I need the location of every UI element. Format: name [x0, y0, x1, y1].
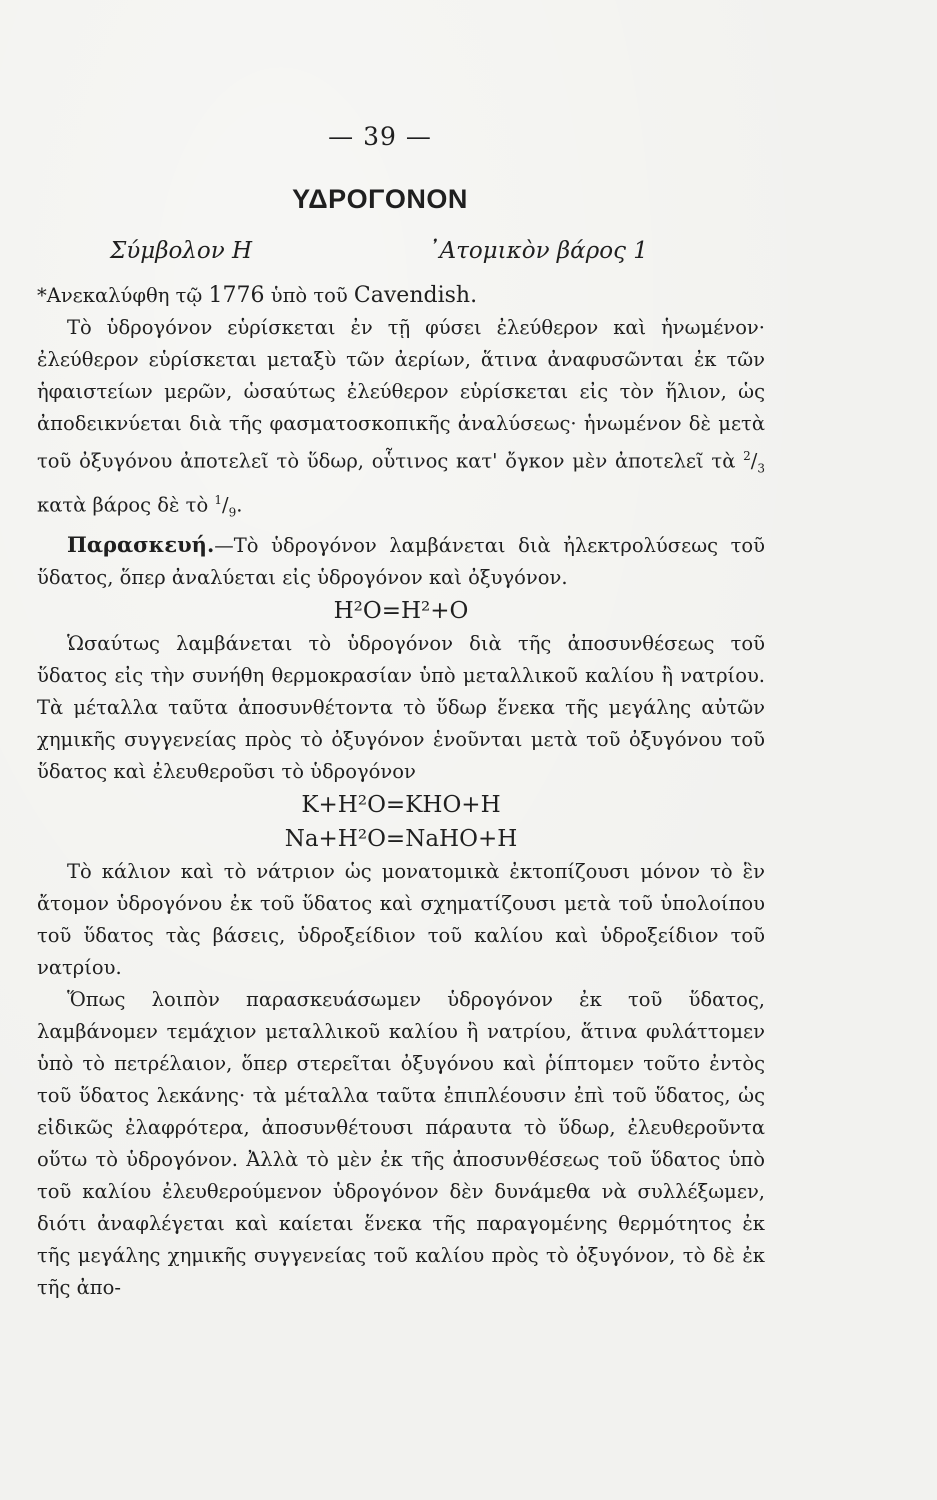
occurrence-end: .: [236, 493, 243, 517]
discovery-line: [37, 280, 765, 312]
discovery-mid: ὑπὸ τοῦ: [264, 284, 354, 307]
preparation-paragraph: [37, 529, 765, 594]
occurrence-paragraph: Τὸ ὑδρογόνον εὑρίσκεται ἐν τῇ φύσει ἐλεύθερον καὶ ἡνωμένον· ἐλεύθερον εὑρίσκεται μεταξὺ τῶν ἀερίων, ἅτινα ἀναφυσῶνται ἐκ τῶν ἡφαιστείων μερῶν, ὡσαύτως ἐλεύθερον εὑρίσκεται εἰς τὸν ἥλιον, ὡς ἀποδεικνύεται διὰ τῆς φασματοσκοπικῆς ἀναλύσεως· ἡνωμένον δὲ μετὰ τοῦ ὀξυγόνου ἀποτελεῖ τὸ ὕδωρ, οὗτινος κατ' ὄγκον μὲν ἀποτελεῖ τὰ $^2/_3$ κατὰ βάρος δὲ τὸ $^1/_9$.: [37, 316, 765, 520]
method-paragraph: Ὅπως λοιπὸν παρασκευάσωμεν ὑδρογόνον ἐκ τοῦ ὕδατος, λαμβάνομεν τεμάχιον μεταλλικοῦ καλίου ἢ νατρίου, ἅτινα φυλάττομεν ὑπὸ τὸ πετρέλαιον, ὅπερ στερεῖται ὀξυγόνου καὶ ῥίπτομεν τοῦτο ἐντὸς τοῦ ὕδατος λεκάνης· τὰ μέταλλα ταῦτα ἐπιπλέουσιν ἐπὶ τοῦ ὕδατος, ὡς εἰδικῶς ἐλαφρότερα, ἀποσυνθέτουσι πάραυτα τὸ ὕδωρ, ἐλευθεροῦντα οὕτω τὸ ὑδρογόνον. Ἀλλὰ τὸ μὲν ἐκ τῆς ἀποσυνθέσεως τοῦ ὕδατος ὑπὸ τοῦ καλίου ἐλευθερούμενον ὑδρογόνον δὲν δυνάμεθα νὰ συλλέξωμεν, διότι ἀναφλέγεται καὶ καίεται ἕνεκα τῆς παραγομένης θερμότητος ἐκ τῆς μεγάλης χημικῆς συγγενείας τοῦ καλίου πρὸς τὸ ὀξυγόνον, τὸ δὲ ἐκ τῆς ἀπο-: [37, 987, 765, 1299]
formula-electrolysis: H²O=H²+O: [333, 597, 469, 624]
formula-potassium: K+H²O=KHO+H: [301, 791, 501, 818]
replacement-paragraph: Τὸ κάλιον καὶ τὸ νάτριον ὡς μονατομικὰ ἐκτοπίζουσι μόνον τὸ ἓν ἄτομον ὑδρογόνου ἐκ τοῦ ὕδατος καὶ σχηματίζουσι μετὰ τοῦ ὑπολοίπου τοῦ ὕδατος τὰς βάσεις, ὑδροξείδιον τοῦ καλίου καὶ ὑδροξείδιον τοῦ νατρίου.: [37, 859, 765, 979]
section-heading: Παρασκευή.: [67, 531, 215, 557]
discovery-prefix: *Ανεκαλύφθη τῷ: [37, 284, 209, 307]
atomic-weight: ᾿Ατομικὸν βάρος 1: [428, 238, 648, 264]
page-number: — 39 —: [328, 122, 432, 151]
fraction2-denominator: 9: [228, 505, 237, 520]
fraction2-numerator: 1: [214, 493, 223, 508]
discovery-year: 1776: [208, 283, 265, 308]
element-symbol: Σύμβολον Η: [110, 238, 253, 264]
fraction1-numerator: 2: [743, 449, 751, 463]
page-title: ΥΔΡΟΓΟΝΟΝ: [292, 184, 468, 214]
formula-sodium: Na+H²O=NaHO+H: [284, 825, 518, 852]
occurrence-mid: κατὰ βάρος δὲ τὸ: [37, 493, 215, 517]
preparation-text: —Τὸ ὑδρογόνον λαμβάνεται διὰ ἠλεκτρολύσεως τοῦ ὕδατος, ὅπερ ἀναλύεται εἰς ὑδρογόνον καὶ ὀξυγόνον.: [37, 533, 765, 589]
fraction1-denominator: 3: [757, 461, 765, 476]
discoverer-name: Cavendish.: [353, 283, 478, 308]
main-text: [37, 280, 765, 1304]
metals-paragraph: Ὡσαύτως λαμβάνεται τὸ ὑδρογόνον διὰ τῆς ἀποσυνθέσεως τοῦ ὕδατος εἰς τὴν συνήθη θερμοκρασίαν ὑπὸ μεταλλικοῦ καλίου ἢ νατρίου. Τὰ μέταλλα ταῦτα ἀποσυνθέτοντα τὸ ὕδωρ ἕνεκα τῆς μεγάλης αὐτῶν χημικῆς συγγενείας πρὸς τὸ ὀξυγόνον ἑνοῦνται μετὰ τοῦ ὀξυγόνου τοῦ ὕδατος καὶ ἐλευθεροῦσι τὸ ὑδρογόνον: [37, 631, 765, 783]
occurrence-text: Τὸ ὑδρογόνον εὑρίσκεται ἐν τῇ φύσει ἐλεύθερον καὶ ἡνωμένον· ἐλεύθερον εὑρίσκεται μεταξὺ τῶν ἀερίων, ἅτινα ἀναφυσῶνται ἐκ τῶν ἡφαιστείων μερῶν, ὡσαύτως ἐλεύθερον εὑρίσκεται εἰς τὸν ἥλιον, ὡς ἀποδεικνύεται διὰ τῆς φασματοσκοπικῆς ἀναλύσεως· ἡνωμένον δὲ μετὰ τοῦ ὀξυγόνου ἀποτελεῖ τὸ ὕδωρ, οὗτινος κατ' ὄγκον μὲν ἀποτελεῖ τὰ: [37, 316, 765, 473]
